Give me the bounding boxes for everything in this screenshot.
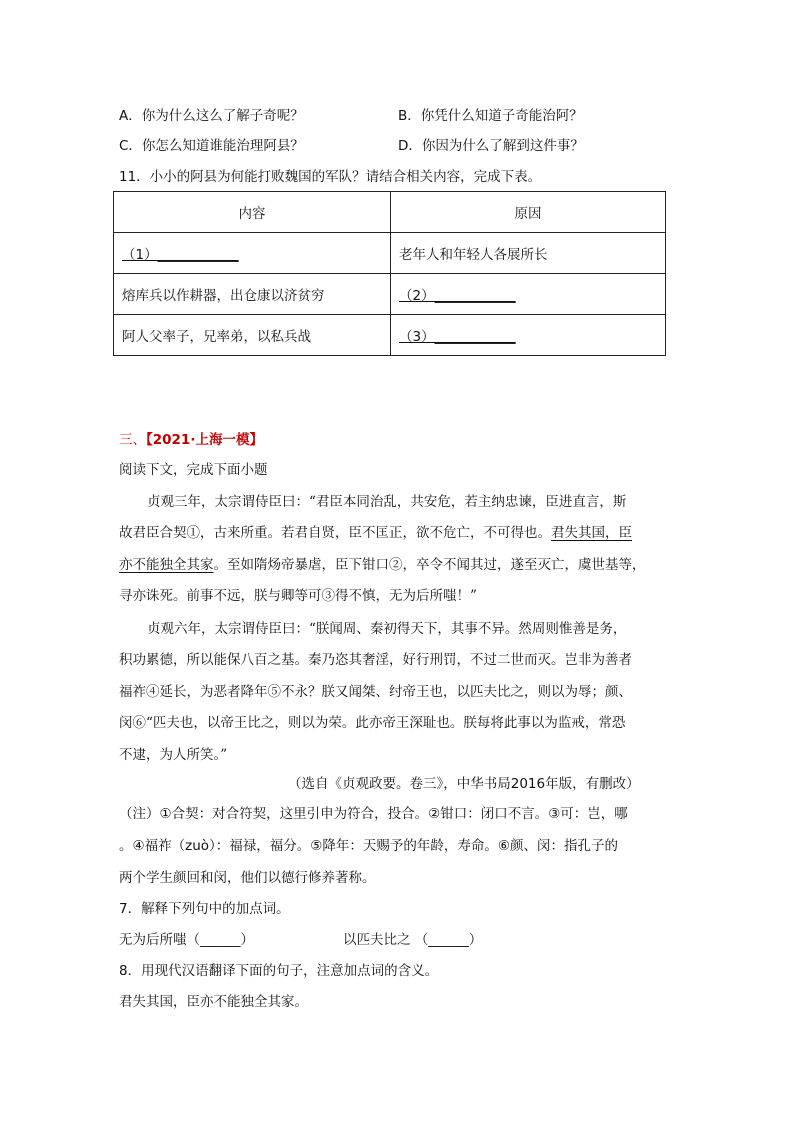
table-row xyxy=(114,233,666,274)
section-heading xyxy=(119,428,263,448)
passage-line: 不逮，为人所笑。” xyxy=(119,747,228,763)
question-7-item[interactable]: 以匹夫比之 （______） xyxy=(343,932,483,948)
passage-line: 福祚④延长，为恶者降年⑤不永？朕又闻桀、纣帝王也，以匹夫比之，则以为辱；颜、 xyxy=(119,684,632,700)
passage-underlined-text: 君失其国，臣 xyxy=(551,525,632,541)
table-header-reason: 原因 xyxy=(391,192,666,233)
option-c: C．你怎么知道谁能治理阿县？ xyxy=(119,138,304,154)
passage-line: 积功累德，所以能保八百之基。秦乃恣其奢淫，好行刑罚，不过二世而灭。岂非为善者 xyxy=(119,652,632,668)
passage-line xyxy=(119,553,646,573)
table-cell[interactable]: （3）____________ xyxy=(391,315,666,356)
passage-line: 闵⑥“匹夫也，以帝王比之，则以为荣。此亦帝王深耻也。朕每将此事以为监戒，常恐 xyxy=(119,715,626,731)
section-number: 三、 xyxy=(119,432,146,448)
passage-line: 贞观六年，太宗谓侍臣曰：“朕闻周、秦初得天下，其事不异。然周则惟善是务， xyxy=(147,621,627,637)
table-cell: 阿人父率子，兄率弟，以私兵战 xyxy=(114,315,391,356)
passage-line: 寻亦诛死。前事不远，朕与卿等可③得不慎，无为后所嗤！” xyxy=(119,588,477,604)
table-header-content: 内容 xyxy=(114,192,391,233)
option-a: A．你为什么这么了解子奇呢？ xyxy=(119,108,304,124)
section-tag: 【2021·上海一模】 xyxy=(146,432,263,448)
note-line: （注）①合契：对合符契，这里引申为符合，投合。②钳口：闭口不言。③可：岂，哪 xyxy=(119,806,628,822)
question-11-prompt: 11．小小的阿县为何能打败魏国的军队？请结合相关内容，完成下表。 xyxy=(119,169,542,185)
table-header-row xyxy=(114,192,666,233)
passage-line: 贞观三年，太宗谓侍臣曰：“君臣本同治乱，共安危，若主纳忠谏，臣进直言，斯 xyxy=(147,494,627,510)
table-cell[interactable]: （1）____________ xyxy=(114,233,391,274)
passage-underlined-text: 亦不能独全其家 xyxy=(119,557,214,573)
table-row xyxy=(114,274,666,315)
table-row xyxy=(114,315,666,356)
question-7-item[interactable]: 无为后所嗤（______） xyxy=(119,932,254,948)
section-instruction: 阅读下文，完成下面小题 xyxy=(119,462,268,478)
table-cell: 熔库兵以作耕器，出仓康以济贫穷 xyxy=(114,274,391,315)
table-cell: 老年人和年轻人各展所长 xyxy=(391,233,666,274)
q11-table xyxy=(113,191,666,356)
note-line: 两个学生颜回和闵，他们以德行修养著称。 xyxy=(119,870,376,886)
table-cell[interactable]: （2）____________ xyxy=(391,274,666,315)
passage-line xyxy=(119,521,632,541)
question-7-prompt: 7．解释下列句中的加点词。 xyxy=(119,901,290,917)
note-line: 。④福祚（zuò）：福禄，福分。⑤降年：天赐予的年龄，寿命。⑥颜、闵：指孔子的 xyxy=(119,838,618,854)
passage-text: 。至如隋炀帝暴虐，臣下钳口②，卒令不闻其过，遂至灭亡，虞世基等， xyxy=(213,557,646,573)
question-8-prompt: 8．用现代汉语翻译下面的句子，注意加点词的含义。 xyxy=(119,963,439,979)
question-8-sentence: 君失其国，臣亦不能独全其家。 xyxy=(119,994,308,1010)
passage-text: 故君臣合契①，古来所重。若君自贤，臣不匡正，欲不危亡，不可得也。 xyxy=(119,525,551,541)
option-b: B．你凭什么知道子奇能治阿？ xyxy=(398,108,583,124)
option-d: D．你因为什么了解到这件事？ xyxy=(398,138,584,154)
passage-source: （选自《贞观政要。卷三》，中华书局2016年版，有删改） xyxy=(288,776,640,792)
